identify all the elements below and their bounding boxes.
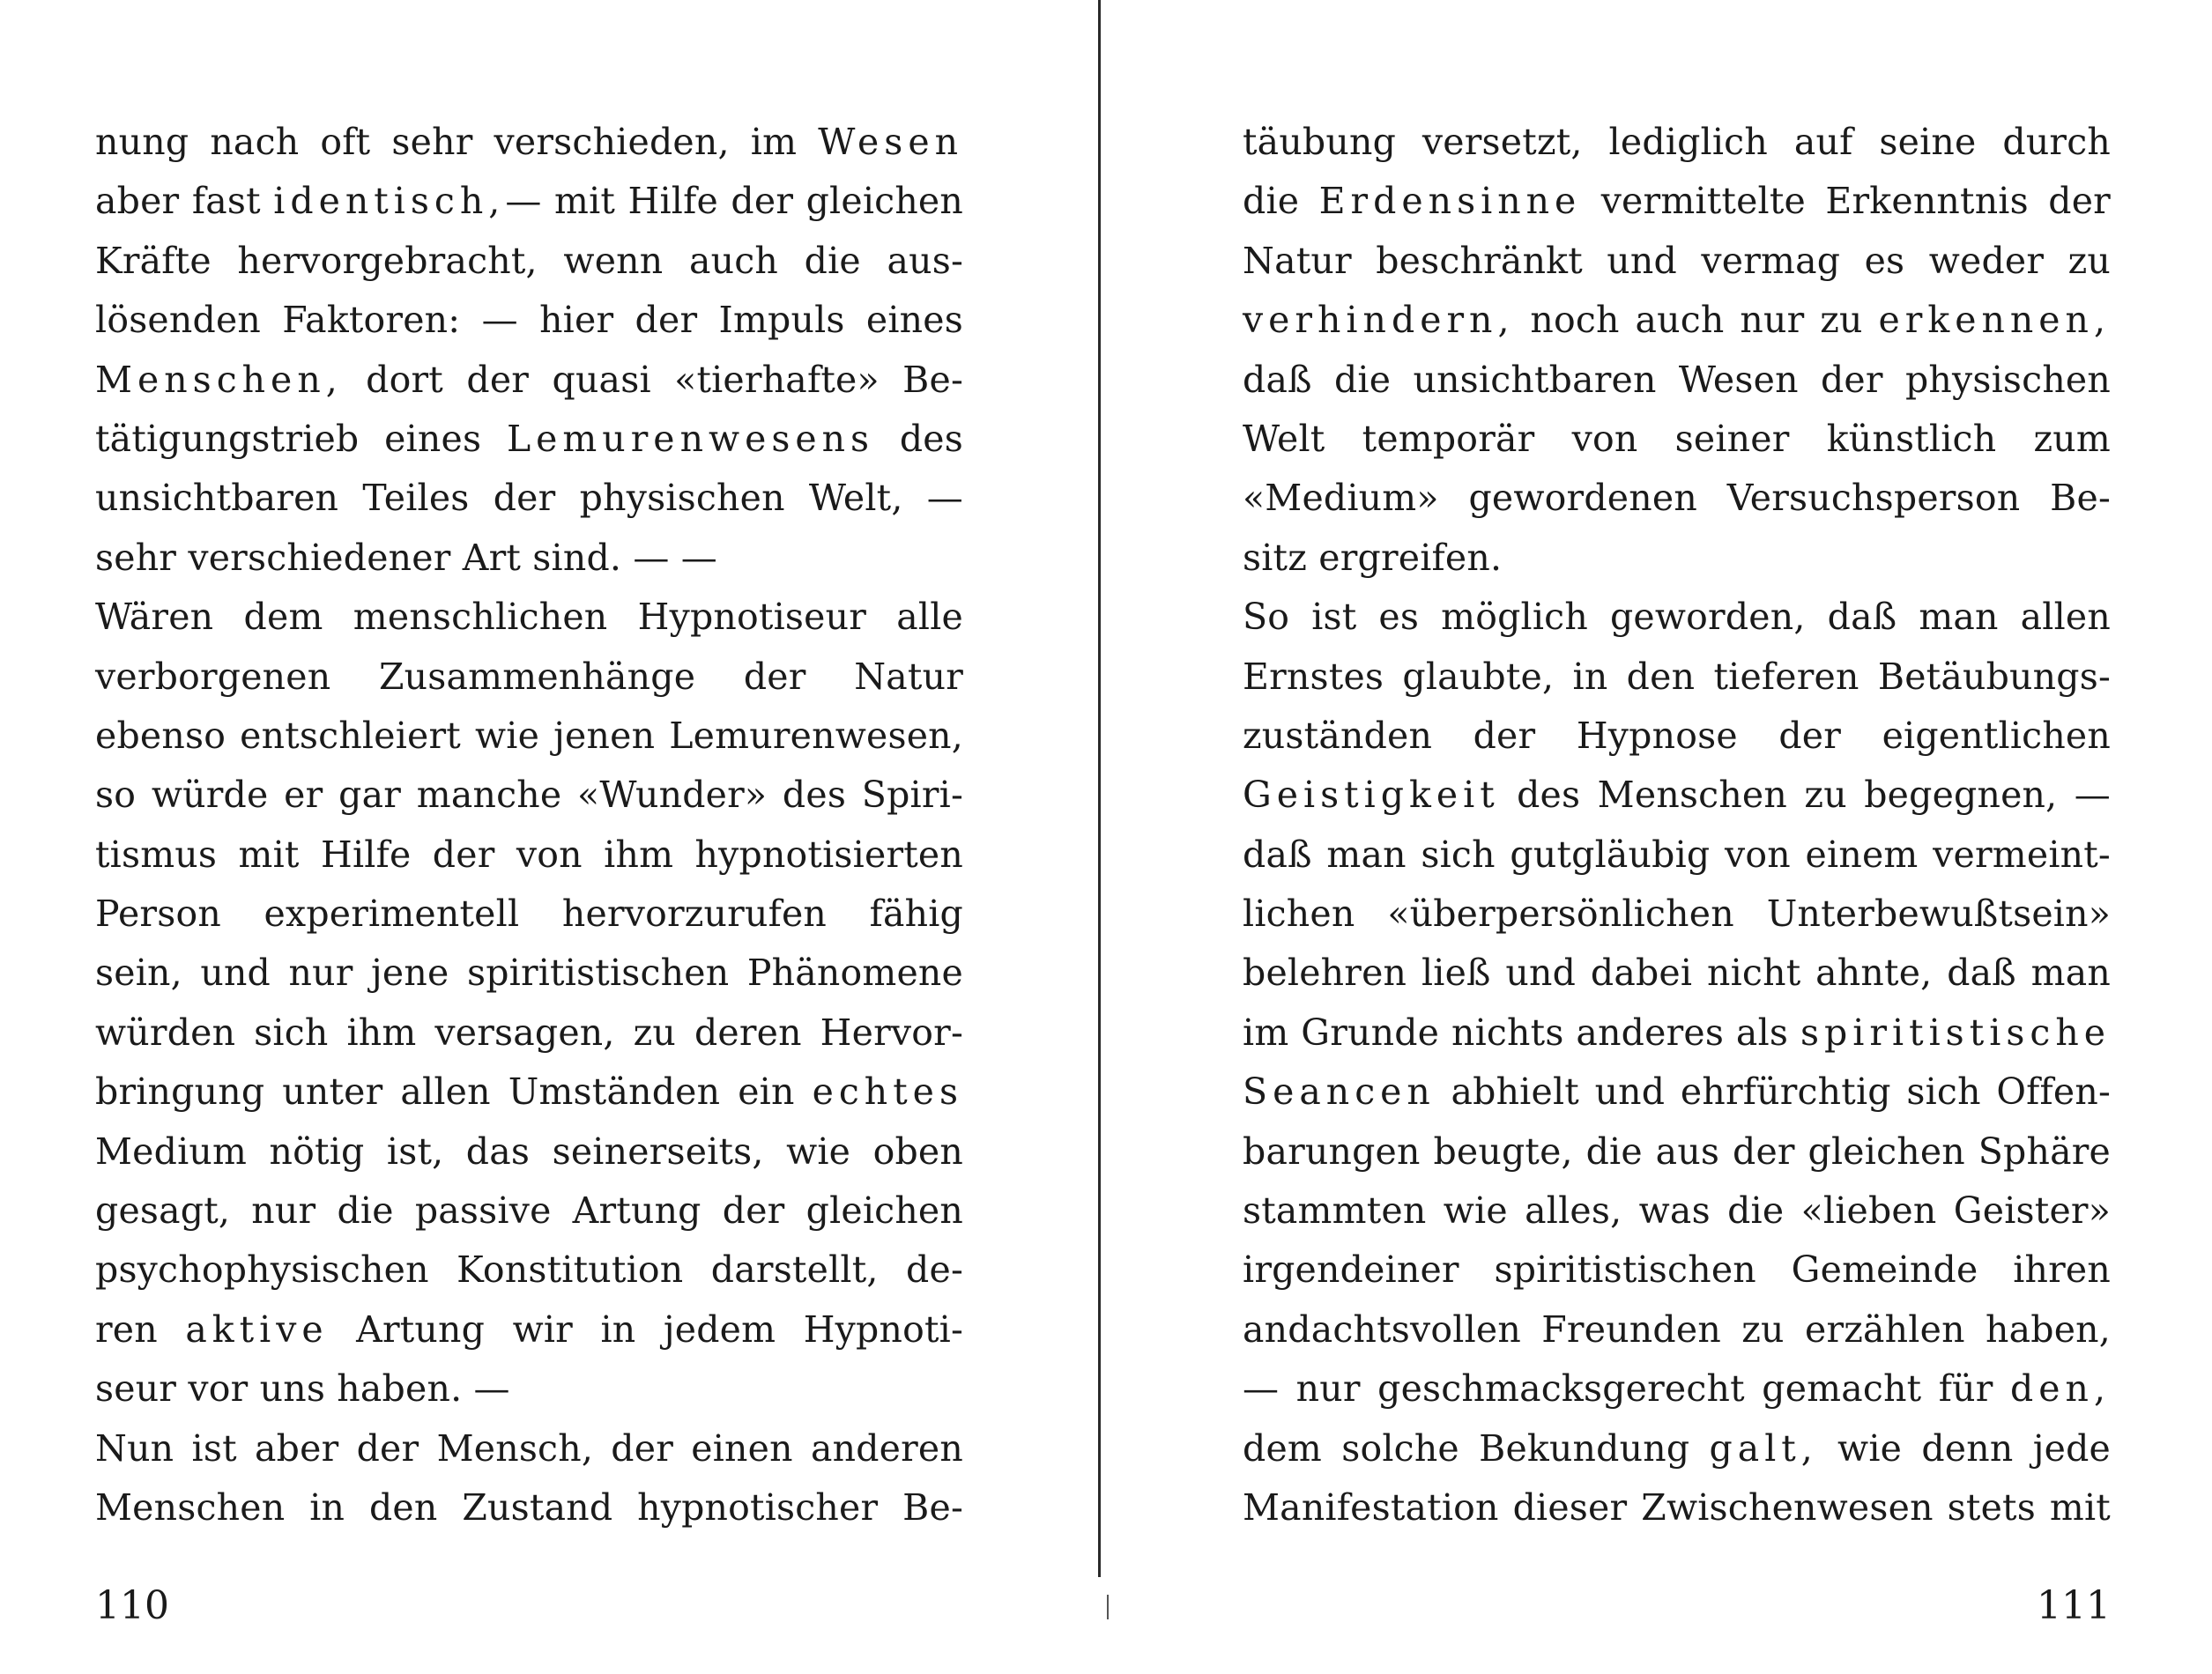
text-segment: so würde er gar manche «Wunder» des Spiri- — [95, 774, 963, 817]
text-line — [95, 1478, 963, 1537]
text-line — [95, 291, 963, 350]
text-segment: lichen «überpersönlichen Unterbewußtsein» — [1243, 893, 2111, 936]
text-segment: seur vor uns haben. — — [95, 1367, 510, 1411]
text-segment: psychophysischen Konstitution darstellt, de- — [95, 1248, 963, 1292]
gutter-line — [1098, 0, 1101, 1577]
text-segment: sehr verschiedener Art sind. — — — [95, 536, 717, 579]
emphasized-text: galt, — [1709, 1426, 1818, 1470]
emphasized-text: echtes — [812, 1070, 963, 1114]
text-line — [95, 1419, 963, 1478]
text-line — [1243, 1300, 2111, 1359]
text-segment: abhielt und ehrfürchtig sich Offen- — [1435, 1070, 2111, 1114]
text-line — [1243, 648, 2111, 707]
text-line — [1243, 1063, 2111, 1122]
text-segment: Medium nötig ist, das seinerseits, wie oben — [95, 1130, 963, 1173]
text-segment: wie denn jede — [1817, 1426, 2111, 1470]
text-line — [95, 1122, 963, 1181]
text-line — [95, 885, 963, 944]
text-segment: Natur beschränkt und vermag es weder zu — [1243, 239, 2111, 282]
emphasized-text: verhindern, — [1243, 299, 1515, 342]
text-segment: des — [874, 417, 963, 460]
emphasized-text: den, — [2010, 1367, 2111, 1411]
text-segment: daß die unsichtbaren Wesen der physischen — [1243, 358, 2111, 401]
text-line — [95, 1004, 963, 1063]
text-segment: irgendeiner spiritistischen Gemeinde ihren — [1243, 1248, 2111, 1292]
text-line — [1243, 1478, 2111, 1537]
text-line — [95, 232, 963, 291]
text-line — [1243, 707, 2111, 766]
emphasized-text: aktive — [185, 1307, 329, 1351]
text-segment: zuständen der Hypnose der eigentlichen — [1243, 714, 2111, 757]
text-segment: ebenso entschleiert wie jenen Lemurenwesen, — [95, 714, 963, 757]
text-segment: daß man sich gutgläubig von einem vermeint- — [1243, 833, 2111, 876]
text-segment: unsichtbaren Teiles der physischen Welt, — — [95, 477, 963, 520]
text-segment: die — [1243, 180, 1319, 223]
text-line — [95, 1241, 963, 1300]
emphasized-text: Erdensinne — [1318, 180, 1582, 223]
text-segment: verborgenen Zusammenhänge der Natur — [95, 655, 963, 698]
text-line — [95, 588, 963, 647]
text-line — [1243, 1359, 2111, 1418]
emphasized-text: Wesen — [818, 121, 963, 163]
text-line — [1243, 766, 2111, 825]
text-line — [1243, 529, 2111, 588]
text-line — [1243, 944, 2111, 1003]
text-segment: aber fast — [95, 180, 274, 223]
text-segment: So ist es möglich geworden, daß man allen — [1243, 596, 2111, 639]
text-line — [1243, 113, 2111, 172]
right-page-text — [1243, 113, 2111, 1537]
text-line — [1243, 410, 2111, 469]
text-segment: Person experimentell hervorzurufen fähig — [95, 893, 963, 936]
text-segment: «Medium» gewordenen Versuchsperson Be- — [1243, 477, 2111, 520]
text-segment: — mit Hilfe der gleichen — [505, 180, 963, 223]
text-line — [95, 469, 963, 528]
text-segment: tätigungstrieb eines — [95, 417, 507, 460]
text-line — [1243, 291, 2111, 350]
text-line — [1243, 588, 2111, 647]
right-page-number: 111 — [2037, 1583, 2111, 1628]
left-page-text — [95, 113, 963, 1537]
text-segment: tismus mit Hilfe der von ihm hypnotisierten — [95, 833, 963, 876]
text-line — [1243, 351, 2111, 410]
text-segment: Kräfte hervorgebracht, wenn auch die aus- — [95, 239, 963, 282]
gutter-tick — [1107, 1595, 1109, 1619]
text-line — [1243, 885, 2111, 944]
text-line — [1243, 1419, 2111, 1478]
text-segment: lösenden Faktoren: — hier der Impuls eines — [95, 299, 963, 342]
text-segment: bringung unter allen Umständen ein — [95, 1070, 813, 1114]
text-segment: Nun ist aber der Mensch, der einen anderen — [95, 1426, 963, 1470]
text-line — [95, 766, 963, 825]
text-segment: vermittelte Erkenntnis der — [1581, 180, 2111, 223]
text-segment: Wären dem menschlichen Hypnotiseur alle — [95, 596, 963, 639]
text-line — [95, 1181, 963, 1241]
text-segment: sein, und nur jene spiritistischen Phänomene — [95, 952, 963, 995]
text-segment: würden sich ihm versagen, zu deren Hervor- — [95, 1011, 963, 1054]
text-line — [95, 351, 963, 410]
text-segment: sitz ergreifen. — [1243, 536, 1503, 579]
text-line — [1243, 232, 2111, 291]
text-line — [95, 529, 963, 588]
text-line — [1243, 469, 2111, 528]
text-segment: stammten wie alles, was die «lieben Geister» — [1243, 1189, 2111, 1233]
text-line — [1243, 826, 2111, 885]
text-segment: des Menschen zu begegnen, — — [1499, 774, 2111, 817]
text-line — [95, 826, 963, 885]
text-segment: belehren ließ und dabei nicht ahnte, daß man — [1243, 952, 2111, 995]
text-line — [95, 648, 963, 707]
text-segment: andachtsvollen Freunden zu erzählen haben, — [1243, 1307, 2111, 1351]
text-segment: dort der quasi «tierhafte» Be- — [342, 358, 963, 401]
emphasized-text: Seancen — [1243, 1070, 1436, 1114]
text-segment: Welt temporär von seiner künstlich zum — [1243, 417, 2111, 460]
emphasized-text: erkennen, — [1878, 299, 2111, 342]
text-segment: — nur geschmacksgerecht gemacht für — [1243, 1367, 2011, 1411]
text-line — [95, 172, 963, 231]
text-line — [1243, 1004, 2111, 1063]
text-segment: Manifestation dieser Zwischenwesen stets mit — [1243, 1485, 2111, 1529]
text-line — [95, 113, 963, 172]
text-segment: dem solche Bekundung — [1243, 1426, 1710, 1470]
text-line — [95, 1300, 963, 1359]
emphasized-text: Menschen, — [95, 358, 343, 401]
text-line — [1243, 1181, 2111, 1241]
text-segment: barungen beugte, die aus der gleichen Sphäre — [1243, 1130, 2111, 1173]
text-segment: Ernstes glaubte, in den tieferen Betäubungs- — [1243, 655, 2111, 698]
text-segment: ren — [95, 1307, 186, 1351]
emphasized-text: spiritistische — [1800, 1011, 2111, 1054]
text-segment: Menschen in den Zustand hypnotischer Be- — [95, 1485, 963, 1529]
text-line — [1243, 1122, 2111, 1181]
text-line — [1243, 1241, 2111, 1300]
text-line — [95, 707, 963, 766]
text-line — [1243, 172, 2111, 231]
text-segment: im Grunde nichts anderes als — [1243, 1011, 1800, 1054]
left-page-number: 110 — [95, 1583, 169, 1628]
text-line — [95, 944, 963, 1003]
emphasized-text: Geistigkeit — [1243, 774, 1500, 817]
text-segment: gesagt, nur die passive Artung der gleichen — [95, 1189, 963, 1233]
text-line — [95, 1063, 963, 1122]
text-segment: Artung wir in jedem Hypnoti- — [328, 1307, 963, 1351]
text-segment: noch auch nur zu — [1514, 299, 1879, 342]
text-line — [95, 410, 963, 469]
text-segment: nung nach oft sehr verschieden, im — [95, 121, 819, 163]
text-segment: täubung versetzt, lediglich auf seine durch — [1243, 121, 2111, 163]
emphasized-text: identisch, — [273, 180, 506, 223]
text-line — [95, 1359, 963, 1418]
emphasized-text: Lemurenwesens — [506, 417, 875, 460]
